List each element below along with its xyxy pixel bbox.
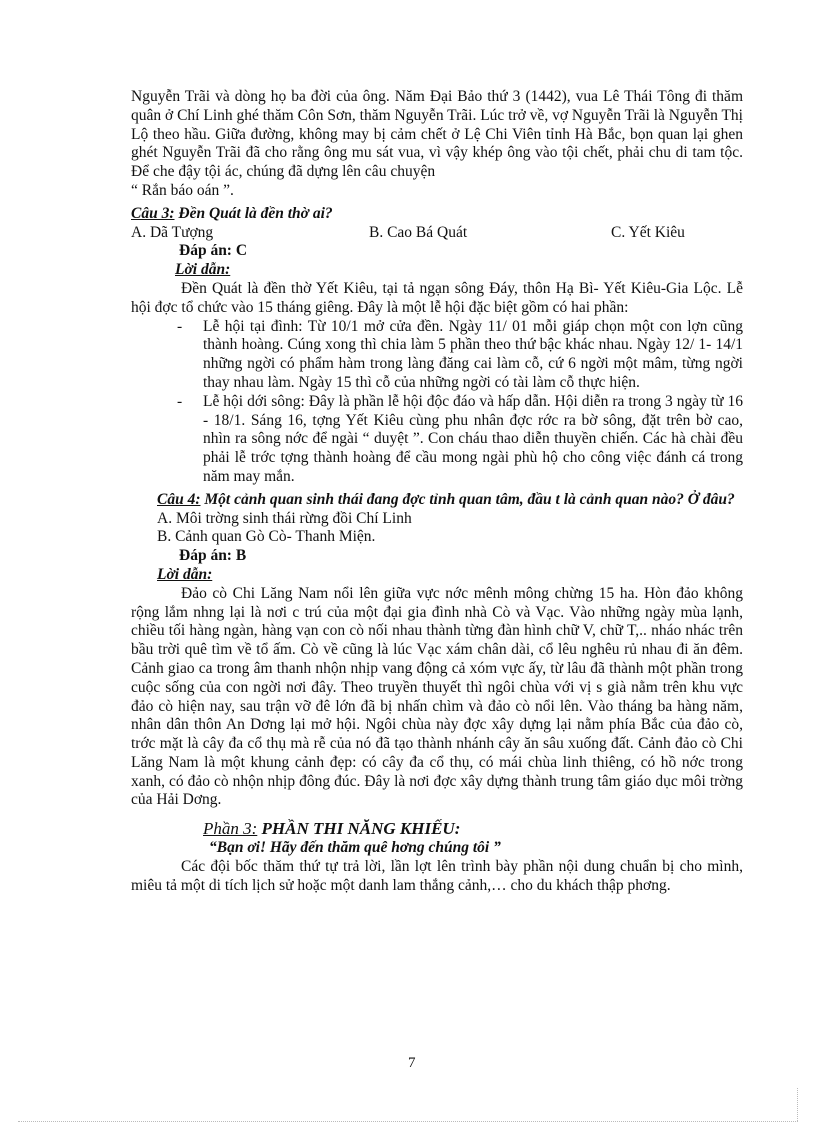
question-3-text: Đền Quát là đền thờ ai? [174,204,333,222]
question-3-options [131,224,743,243]
bullet-text: Lễ hội tại đình: Từ 10/1 mở cửa đền. Ngày 11/ 01 mỗi giáp chọn một con lợn cũng thành hoàng. Cúng xong thì chia làm 5 phần theo thứ bậc khác nhau. Ngày 12/ 1- 14/1 những ngời có phẩm hàm trong làng đăng cai làm cỗ, cứ 6 ngời một mâm, từng ngời thay nhau làm. Ngày 15 thì cỗ của những ngời có tài làm cỗ thực hiện. [203,317,743,391]
question-4 [157,491,743,510]
page-border-corner [797,1088,798,1121]
document-page [131,88,743,895]
list-item: - Lễ hội dới sông: Đây là phần lễ hội độc đáo và hấp dẫn. Hội diễn ra trong 3 ngày từ 16 - 18/1. Sáng 16, tợng Yết Kiêu cùng phu nhân đợc rớc ra bờ sông, đặt trên bờ cao, nhìn ra sông nớc để ngài “ duyệt ”. Con cháu thao diễn thuyền chiến. Các hà chài đều phải lễ trớc tợng thành hoàng để cầu mong ngài phù hộ cho công việc đánh cá trong năm may mắn. [177,392,743,485]
intro-paragraph: Nguyễn Trãi và dòng họ ba đời của ông. Năm Đại Bảo thứ 3 (1442), vua Lê Thái Tông đi thăm quân ở Chí Linh ghé thăm Côn Sơn, thăm Nguyễn Trãi. Lúc trở về, vợ Nguyễn Trãi là Nguyễn Thị Lộ theo hầu. Giữa đường, không may bị cảm chết ở Lệ Chi Viên tỉnh Hà Bắc, bọn quan lại ghen ghét Nguyễn Trãi đã cho rằng ông mu sát vua, vì vậy khép ông vào tội chết, phải chu di tam tộc. Để che đậy tội ác, chúng đã dựng lên câu chuyện [131,88,743,181]
question-4-explain-label: Lời dẫn: [157,565,213,583]
page-border [18,1121,798,1122]
question-3-explain: Đền Quát là đền thờ Yết Kiêu, tại tả ngạn sông Đáy, thôn Hạ Bì- Yết Kiêu-Gia Lộc. Lễ hội đợc tổ chức vào 15 tháng giêng. Đây là một lễ hội đặc biệt gồm có hai phần: [131,279,743,316]
question-4-text: Một cảnh quan sinh thái đang đợc tỉnh quan tâm, đầu t là cảnh quan nào? Ở đâu? [200,490,735,508]
option-a: A. Dã Tượng [131,223,214,241]
part-3-subtitle: “Bạn ơi! Hãy đến thăm quê hơng chúng tôi ” [209,839,501,857]
part-3-heading [203,820,743,839]
question-3-label: Câu 3: [131,204,175,222]
question-3-answer: Đáp án: C [179,242,248,260]
option-c: C. Yết Kiêu [611,223,685,241]
question-4-answer: Đáp án: B [179,547,247,565]
option-b: B. Cảnh quan Gò Cò- Thanh Miện. [157,528,376,546]
question-3 [131,205,743,224]
intro-story-title: “ Rắn báo oán ”. [131,181,234,199]
page-number: 7 [408,1055,416,1071]
list-item: - Lễ hội tại đình: Từ 10/1 mở cửa đền. Ngày 11/ 01 mỗi giáp chọn một con lợn cũng thành hoàng. Cúng xong thì chia làm 5 phần theo thứ bậc khác nhau. Ngày 12/ 1- 14/1 những ngời có phẩm hàm trong làng đăng cai làm cỗ, cứ 6 ngời một mâm, từng ngời thay nhau làm. Ngày 15 thì cỗ của những ngời có tài làm cỗ thực hiện. [177,317,743,391]
part-3-title: PHẦN THI NĂNG KHIẾU: [257,819,461,839]
question-3-explain-label: Lời dẫn: [175,261,231,279]
bullet-text: Lễ hội dới sông: Đây là phần lễ hội độc đáo và hấp dẫn. Hội diễn ra trong 3 ngày từ 16 - 18/1. Sáng 16, tợng Yết Kiêu cùng phu nhân đợc rớc ra bờ sông, đặt trên bờ cao, nhìn ra sông nớc để ngài “ duyệt ”. Con cháu thao diễn thuyền chiến. Các hà chài đều phải lễ trớc tợng thành hoàng để cầu mong ngài phù hộ cho công việc đánh cá trong năm may mắn. [203,392,743,485]
option-a: A. Môi trờng sinh thái rừng đồi Chí Linh [157,509,412,527]
part-3-text: Các đội bốc thăm thứ tự trả lời, lần lợt lên trình bày phần nội dung chuẩn bị cho mình, miêu tả một di tích lịch sử hoặc một danh lam thắng cảnh,… cho du khách thập phơng. [131,857,743,894]
question-4-label: Câu 4: [157,490,201,508]
option-b: B. Cao Bá Quát [369,223,468,241]
part-3-label: Phần 3: [203,819,258,839]
question-4-explain: Đảo cò Chi Lăng Nam nổi lên giữa vực nớc mênh mông chừng 15 ha. Hòn đảo không rộng lắm nhng lại là nơi c trú của một đại gia đình nhà Cò và Vạc. Vào những ngày mùa lạnh, chiều tối hàng ngàn, hàng vạn con cò nối nhau thành từng đàn hình chữ V, chữ T,.. nháo nhác trên bầu trời quê tìm về tổ ấm. Cò về cũng là lúc Vạc xám chân dài, cổ lêu nghêu rủ nhau đi ăn đêm. Cảnh giao ca trong âm thanh nhộn nhịp vang động cả xóm vực ấy, từ lâu đã thành một phần trong cuộc sống của con ngời nơi đây. Theo truyền thuyết thì ngôi chùa với vị s già nằm trên khu vực đảo cò hiện nay, sau trận vỡ đê lớn đã bị nhấn chìm và đảo cò nổi lên. Vào tháng ba hàng năm, nhân dân thôn An Dơng lại mở hội. Ngôi chùa này đợc xây dựng lại nằm phía Bắc của đảo cò, trớc mặt là cây đa cổ thụ mà rễ của nó đã tạo thành nhánh cây ăn sâu xuống đất. Cảnh đảo cò Chi Lăng Nam là một khung cảnh đẹp: có cây đa cổ thụ, có mái chùa linh thiêng, có hồ nớc trong xanh, có đảo cò nhộn nhịp đông đúc. Đây là nơi đợc xây dựng thành trung tâm giáo dục môi trờng của Hải Dơng. [131,584,743,809]
